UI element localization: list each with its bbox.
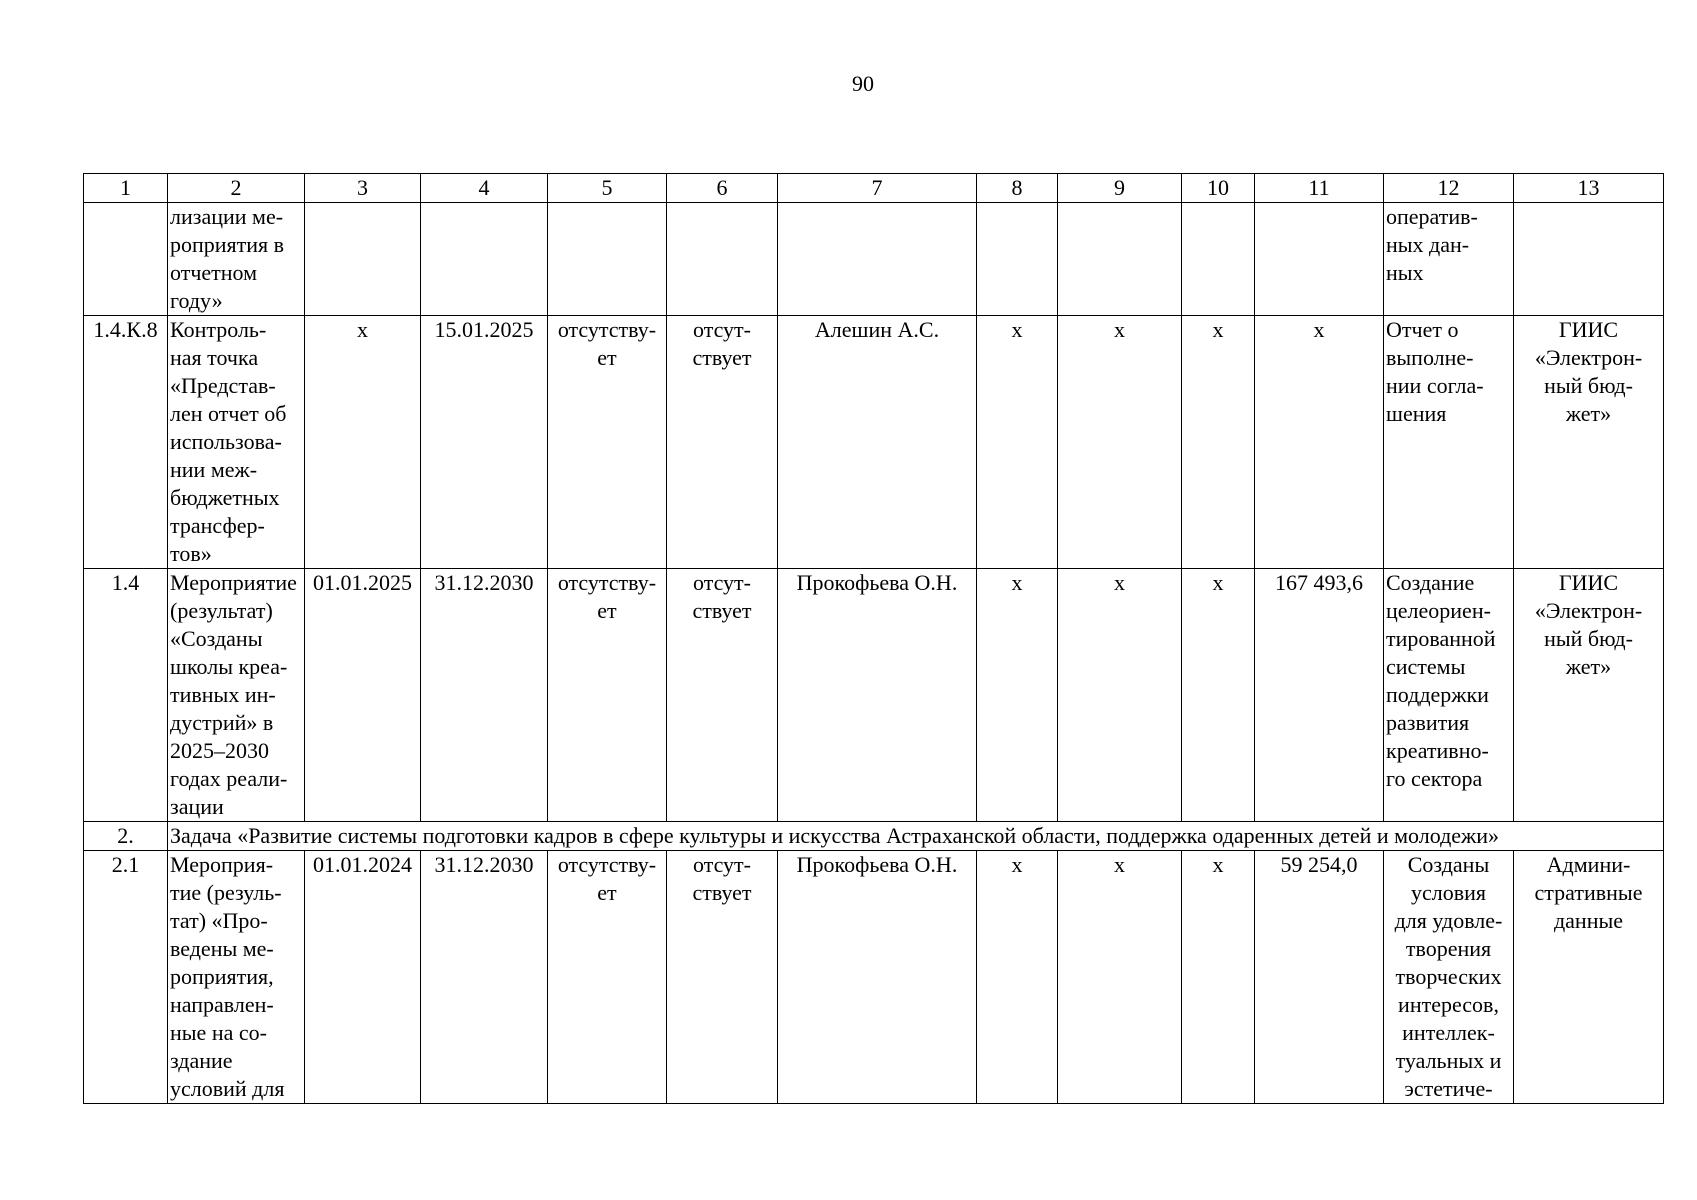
cell-col10: х (1182, 316, 1255, 569)
cell-end-date: 31.12.2030 (421, 569, 548, 822)
cell-end-date: 15.01.2025 (421, 316, 548, 569)
events-table (83, 173, 1664, 1104)
table-row (84, 851, 1664, 1104)
cell-col8 (977, 203, 1058, 316)
cell-amount: 59 254,0 (1255, 851, 1384, 1104)
cell-name: лизации ме- роприятия в отчетном году» (168, 203, 305, 316)
cell-responsible: Прокофьева О.Н. (778, 851, 977, 1104)
cell-result: Созданы условия для удовле- творения творческих интересов, интеллек- туальных и эстетиче- (1384, 851, 1514, 1104)
cell-source: ГИИС «Электрон- ный бюд- жет» (1514, 569, 1664, 822)
cell-responsible (778, 203, 977, 316)
cell-start-date: 01.01.2025 (305, 569, 421, 822)
cell-source: Админи- стративные данные (1514, 851, 1664, 1104)
header-cell-9: 9 (1058, 174, 1182, 203)
cell-number: 2.1 (84, 851, 168, 1104)
cell-col6 (667, 203, 778, 316)
cell-start-date: 01.01.2024 (305, 851, 421, 1104)
cell-col8: х (977, 851, 1058, 1104)
cell-result: оператив- ных дан- ных (1384, 203, 1514, 316)
cell-col9: х (1058, 851, 1182, 1104)
task-number: 2. (84, 822, 168, 851)
header-cell-5: 5 (548, 174, 667, 203)
cell-end-date (421, 203, 548, 316)
header-cell-4: 4 (421, 174, 548, 203)
cell-number: 1.4 (84, 569, 168, 822)
cell-start-date: х (305, 316, 421, 569)
header-cell-7: 7 (778, 174, 977, 203)
cell-result: Отчет о выполне- нии согла- шения (1384, 316, 1514, 569)
table-row (84, 203, 1664, 316)
task-title: Задача «Развитие системы подготовки кадров в сфере культуры и искусства Астраханской области, поддержка одаренных детей и молодежи» (168, 822, 1664, 851)
cell-col10 (1182, 203, 1255, 316)
cell-name: Мероприя- тие (резуль- тат) «Про- ведены ме- роприятия, направлен- ные на со- здание условий для (168, 851, 305, 1104)
cell-number (84, 203, 168, 316)
cell-number: 1.4.К.8 (84, 316, 168, 569)
cell-source: ГИИС «Электрон- ный бюд- жет» (1514, 316, 1664, 569)
cell-col6: отсут- ствует (667, 851, 778, 1104)
header-cell-6: 6 (667, 174, 778, 203)
cell-name: Контроль- ная точка «Представ- лен отчет об использова- нии меж- бюджетных трансфер- тов» (168, 316, 305, 569)
cell-amount (1255, 203, 1384, 316)
cell-col9: х (1058, 569, 1182, 822)
cell-col5: отсутству- ет (548, 569, 667, 822)
cell-col5 (548, 203, 667, 316)
task-row (84, 822, 1664, 851)
header-cell-10: 10 (1182, 174, 1255, 203)
cell-responsible: Прокофьева О.Н. (778, 569, 977, 822)
header-cell-13: 13 (1514, 174, 1664, 203)
cell-col8: х (977, 316, 1058, 569)
cell-end-date: 31.12.2030 (421, 851, 548, 1104)
table-row (84, 316, 1664, 569)
cell-col5: отсутству- ет (548, 316, 667, 569)
cell-col6: отсут- ствует (667, 569, 778, 822)
cell-col10: х (1182, 851, 1255, 1104)
cell-col9: х (1058, 316, 1182, 569)
cell-source (1514, 203, 1664, 316)
cell-col9 (1058, 203, 1182, 316)
header-cell-12: 12 (1384, 174, 1514, 203)
table-row (84, 569, 1664, 822)
cell-responsible: Алешин А.С. (778, 316, 977, 569)
header-cell-8: 8 (977, 174, 1058, 203)
header-cell-3: 3 (305, 174, 421, 203)
cell-start-date (305, 203, 421, 316)
cell-col10: х (1182, 569, 1255, 822)
header-cell-1: 1 (84, 174, 168, 203)
cell-amount: 167 493,6 (1255, 569, 1384, 822)
cell-result: Создание целеориен- тированной системы поддержки развития креативно- го сектора (1384, 569, 1514, 822)
cell-name: Мероприятие (результат) «Созданы школы креа- тивных ин- дустрий» в 2025–2030 годах реали- зации (168, 569, 305, 822)
cell-col8: х (977, 569, 1058, 822)
cell-amount: х (1255, 316, 1384, 569)
header-cell-11: 11 (1255, 174, 1384, 203)
header-cell-2: 2 (168, 174, 305, 203)
page-number: 90 (852, 71, 874, 96)
cell-col5: отсутству- ет (548, 851, 667, 1104)
header-row (84, 174, 1664, 203)
cell-col6: отсут- ствует (667, 316, 778, 569)
